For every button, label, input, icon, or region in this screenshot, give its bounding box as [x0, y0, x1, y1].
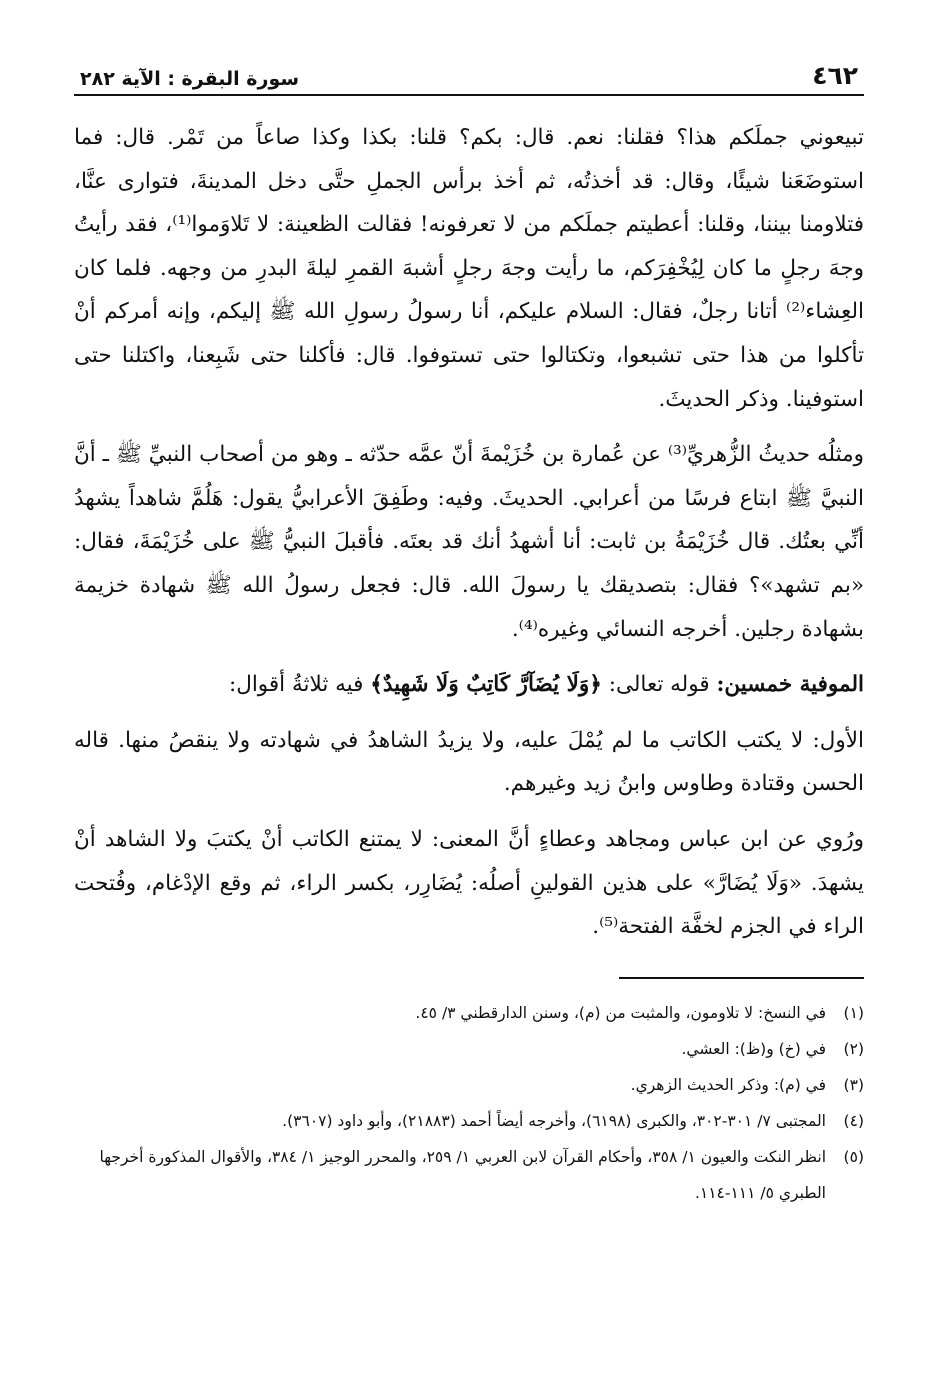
paragraph-3-tail: فيه ثلاثةُ أقوال: [228, 672, 364, 698]
page-header [74, 52, 864, 96]
paragraph-1: تبيعوني جملَكم هذا؟ فقلنا: نعم. قال: بكم؟ قلنا: بكذا وكذا صاعاً من تَمْر. قال: فما استوضَعَنا شيئًا، وقال: قد أخذتُه، ثم أخذ برأس الجملِ حتَّى دخل المدينةَ، فتوارى عنَّا، فتلاومنا بيننا، وقلنا: أعطيتم جملَكم من لا تعرفونه! فقالت الظعينة: لا تَلاوَموا⁽¹⁾، فقد رأيتُ وجهَ رجلٍ ما كان لِيُخْفِرَكم، ما رأيت وجهَ رجلٍ أشبهَ القمرِ ليلةَ البدرِ من وجهه. فلما كان العِشاء⁽²⁾ أتانا رجلٌ، فقال: السلام عليكم، أنا رسولُ رسولِ الله ﷺ إليكم، وإنه أمركم أنْ تأكلوا من هذا حتى تشبعوا، وتكتالوا حتى تستوفوا. قال: فأكلنا حتى شَبِعنا، واكتلنا حتى استوفينا. وذكر الحديثَ. [74, 125, 864, 412]
paragraph-4: الأول: لا يكتب الكاتب ما لم يُمْلَ عليه، ولا يزيدُ الشاهدُ في شهادته ولا ينقصُ منها. قاله الحسن وقتادة وطاوس وابنُ زيد وغيرهم. [74, 727, 864, 797]
running-title: سورة البقرة : الآية ٢٨٢ [80, 68, 300, 90]
paragraph-3-text: قوله تعالى: [608, 672, 710, 698]
paragraph-5: ورُوي عن ابن عباس ومجاهد وعطاءٍ أنَّ المعنى: لا يمتنع الكاتب أنْ يكتبَ ولا الشاهد أنْ يشهدَ. «وَلَا يُضَارَّ» على هذين القولينِ أصلُه: يُضَارِر، بكسر الراء، ثم وقع الإدْغام، وفُتحت الراء في الجزم لخفَّة الفتحة⁽⁵⁾. [74, 826, 864, 940]
footnote-text: في (خ) و(ظ): العشي. [681, 1039, 826, 1058]
footnote [74, 1103, 864, 1139]
paragraph-3 [74, 663, 864, 707]
footnote [74, 1031, 864, 1067]
paragraph-2: ومثلُه حديثُ الزُّهريِّ⁽³⁾ عن عُمارة بن خُزَيْمةَ أنّ عمَّه حدّثه ـ وهو من أصحاب النبيِّ ﷺ ـ أنَّ النبيَّ ﷺ ابتاع فرسًا من أعرابي. الحديثَ. وفيه: وطَفِقَ الأعرابيُّ يقول: هَلُمَّ شاهداً يشهدُ أنِّي بعتُك. قال خُزَيْمَةُ بن ثابت: أنا أشهدُ أنك قد بعتَه. فأقبلَ النبيُّ ﷺ على خُزَيْمَةَ، فقال: «بم تشهد»؟ فقال: بتصديقك يا رسولَ الله. قال: فجعل رسولُ الله ﷺ شهادة خزيمة بشهادة رجلين. أخرجه النسائي وغيره⁽⁴⁾. [74, 442, 864, 642]
footnote-text: انظر النكت والعيون ١/ ٣٥٨، وأحكام القرآن لابن العربي ١/ ٢٥٩، والمحرر الوجيز ١/ ٣٨٤، والأقوال المذكورة أخرجها الطبري ٥/ ١١١-١١٤. [99, 1147, 826, 1202]
footnote-number: (٣) [843, 1075, 864, 1094]
footnote-divider [619, 977, 864, 979]
footnote-text: المجتبى ٧/ ٣٠١-٣٠٢، والكبرى (٦١٩٨)، وأخرجه أيضاً أحمد (٢١٨٨٣)، وأبو داود (٣٦٠٧). [282, 1111, 826, 1130]
footnote [74, 1067, 864, 1103]
footnote-number: (٤) [843, 1111, 864, 1130]
quran-verse: ﴿وَلَا يُضَآرَّ كَاتِبٌ وَلَا شَهِيدٌ﴾ [370, 672, 602, 698]
footnote-text: في النسخ: لا تلاومون، والمثبت من (م)، وسنن الدارقطني ٣/ ٤٥. [415, 1003, 826, 1022]
footnote [74, 1139, 864, 1211]
footnote-number: (١) [843, 1003, 864, 1022]
footnotes [74, 995, 864, 1211]
main-text [74, 116, 864, 949]
footnote-number: (٢) [843, 1039, 864, 1058]
footnote-text: في (م): وذكر الحديث الزهري. [630, 1075, 826, 1094]
section-heading: الموفية خمسين: [716, 672, 864, 698]
page-number: ٤٦٢ [812, 61, 858, 90]
footnote [74, 995, 864, 1031]
footnote-number: (٥) [843, 1147, 864, 1166]
